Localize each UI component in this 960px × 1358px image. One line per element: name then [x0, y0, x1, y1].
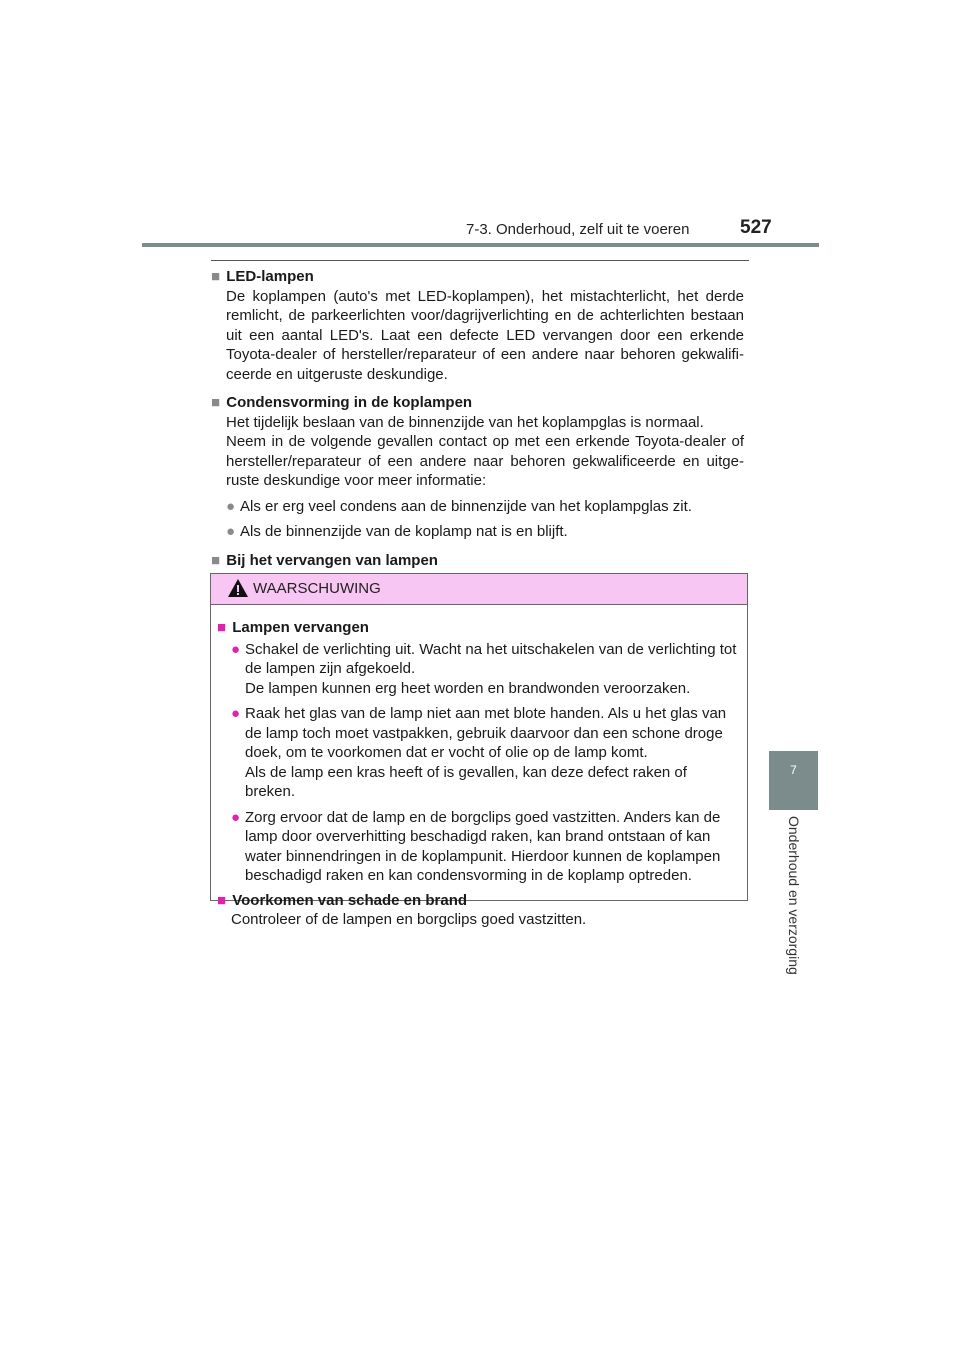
chapter-label: Onderhoud en verzorging — [786, 816, 802, 975]
main-content — [211, 264, 744, 590]
section-led-title: LED-lampen — [226, 268, 314, 285]
round-bullet-icon: ● — [231, 808, 241, 826]
section-header-title: 7-3. Onderhoud, zelf uit te voeren — [466, 221, 690, 238]
section-condens-title: Condensvorming in de koplampen — [226, 394, 473, 411]
round-bullet-icon: ● — [226, 497, 236, 515]
chapter-number: 7 — [790, 763, 797, 777]
list-item: ● Schakel de verlichting uit. Wacht na het uitschakelen van de verlichting tot de lampen zijn afgekoeld. De lampen kunnen erg heet worden en brandwonden veroorzaken. — [231, 640, 737, 697]
section-replace-title: Bij het vervangen van lampen — [226, 551, 438, 569]
chapter-tab — [769, 751, 818, 810]
section-condens — [211, 393, 744, 413]
warning-section-lampen: ■ Lampen vervangen — [217, 619, 369, 636]
warning-box — [210, 573, 748, 928]
warning-section-schade: ■ Voorkomen van schade en brand — [217, 891, 468, 909]
warning-body — [211, 605, 747, 930]
square-bullet-icon: ■ — [211, 268, 221, 285]
round-bullet-icon: ● — [226, 523, 236, 540]
section-condens-text1: Het tijdelijk beslaan van de binnenzijde van het koplampglas is normaal. — [226, 413, 704, 431]
page-number: 527 — [740, 217, 772, 238]
list-item: ● Als er erg veel condens aan de binnenzijde van het koplampglas zit. — [226, 497, 692, 515]
warning-label: WAARSCHUWING — [253, 580, 381, 597]
content-top-rule — [211, 260, 749, 261]
warning-section-schade-text: Controleer of de lampen en borgclips goed vastzitten. — [231, 911, 587, 928]
section-led-text: De koplampen (auto's met LED-koplampen), het mistachterlicht, het derde remlicht, de parkeerlichten voor/dagrijverlichting en de achterlichten bestaan uit een aantal LED's. Laat een defecte LED vervangen door een erkende Toyota-dealer of hersteller/reparateur of een andere naar behoren gekwalifi-ceerde en uitgeruste deskundige. — [226, 287, 744, 383]
list-item: ● Zorg ervoor dat de lamp en de borgclips goed vastzitten. Anders kan de lamp door oververhitting beschadigd raken, kan brand ontstaan of kan water binnendringen in de koplampunit. Hierdoor kunnen de koplampen beschadigd raken en kan condensvorming in de koplamp optreden. — [231, 808, 721, 884]
square-bullet-icon: ■ — [211, 394, 221, 411]
warning-triangle-icon — [227, 578, 249, 598]
list-item: ● Als de binnenzijde van de koplamp nat is en blijft. — [226, 523, 568, 540]
warning-header — [211, 574, 747, 605]
section-led — [211, 267, 744, 287]
square-bullet-icon: ■ — [217, 619, 227, 636]
list-item: ● Raak het glas van de lamp niet aan met blote handen. Als u het glas van de lamp toch moet vastpakken, gebruik daarvoor dan een schone droge doek, om te voorkomen dat er vocht of olie op de lamp komt. Als de lamp een kras heeft of is gevallen, kan deze defect raken of breken. — [231, 705, 727, 800]
round-bullet-icon: ● — [231, 640, 241, 658]
round-bullet-icon: ● — [231, 705, 241, 722]
section-condens-text2: Neem in de volgende gevallen contact op met een erkende Toyota-dealer of hersteller/reparateur of een andere naar behoren gekwalificeerde en uitge-ruste deskundige voor meer informatie: — [226, 433, 744, 489]
section-replace — [211, 551, 744, 571]
header-rule — [142, 243, 819, 247]
square-bullet-icon: ■ — [211, 551, 221, 569]
square-bullet-icon: ■ — [217, 891, 227, 909]
